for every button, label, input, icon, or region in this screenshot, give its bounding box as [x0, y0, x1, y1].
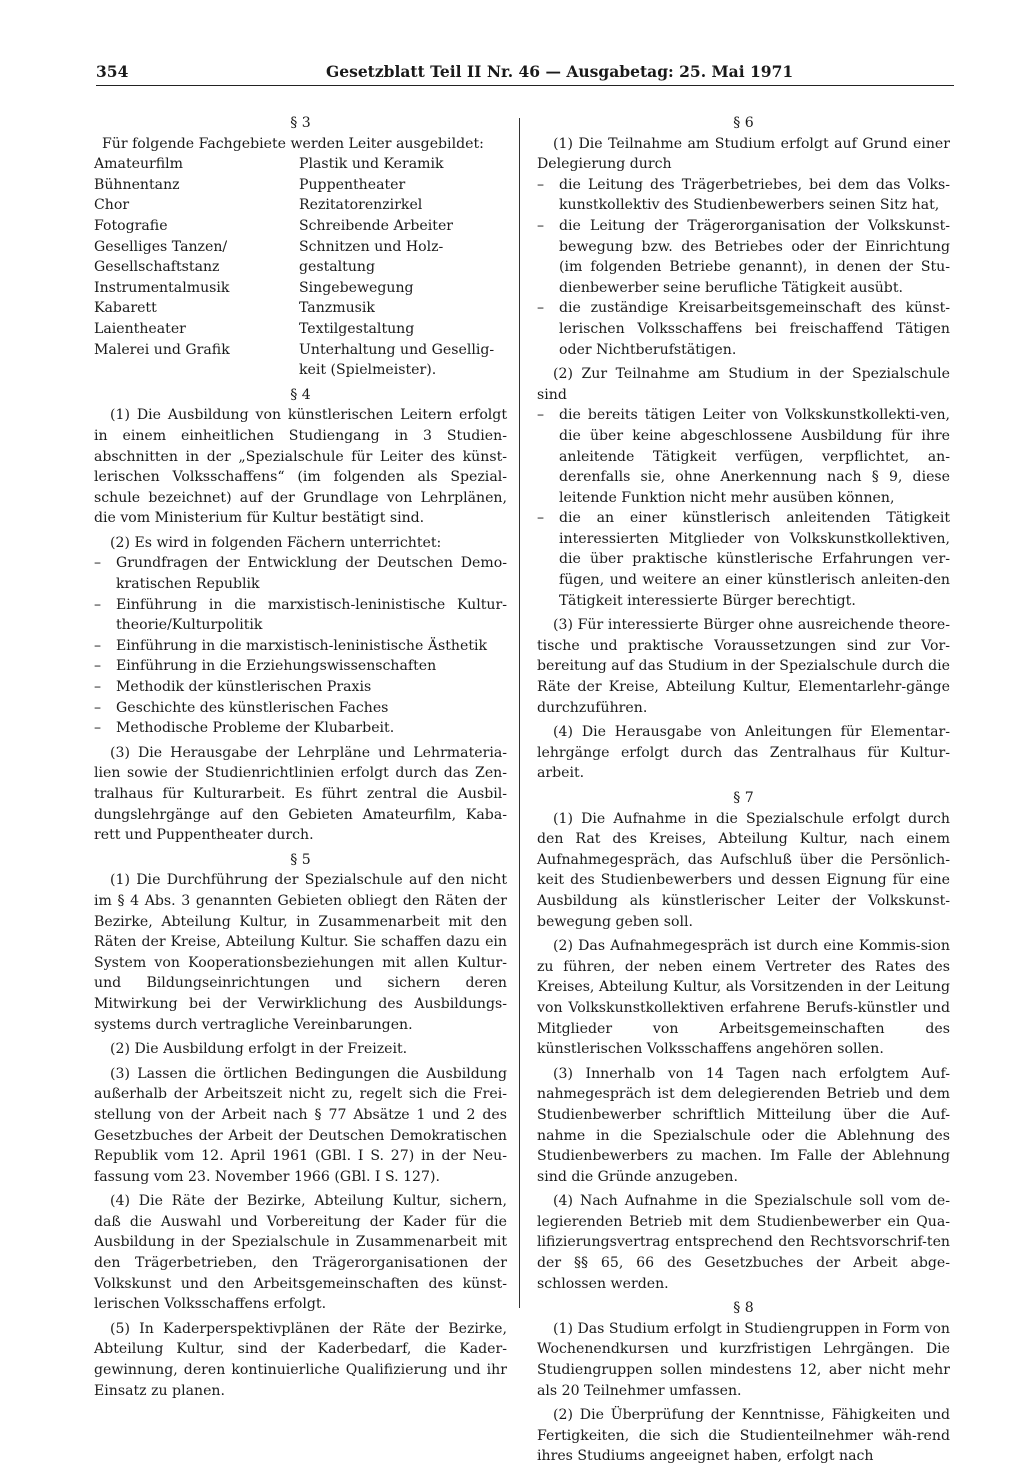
paragraph: (4) Nach Aufnahme in die Spezialschule soll vom de-legierenden Betrieb mit dem Studienbewerber ein Qua-lifizierungsvertrag entsprechend den Rechtsvorschrif-ten der §§ 65, 66 des Gesetzbuches der Arbeit abge-schlossen werden. [537, 1193, 950, 1292]
field-item: Tanzmusik [299, 300, 375, 317]
page-header [96, 62, 954, 84]
paragraph: (2) Die Überprüfung der Kenntnisse, Fähigkeiten und Fertigkeiten, die sich die Studienteilnehmer wäh-rend ihres Studiums angeeignet haben, erfolgt nach [537, 1407, 950, 1465]
list-item: – die Leitung des Trägerbetriebes, bei dem das Volks-kunstkollektiv des Studienbewerbers seinen Sitz hat, [537, 175, 950, 216]
section-heading-3: § 3 [290, 115, 311, 131]
field-item: Amateurfilm [94, 156, 184, 173]
paragraph: (1) Das Studium erfolgt in Studiengruppen in Form von Wochenendkursen und kurzfristigen Lehrgängen. Die Studiengruppen sollen mindestens 12, aber nicht mehr als 20 Teilnehmer umfassen. [537, 1320, 951, 1399]
section-heading-4: § 4 [290, 386, 311, 403]
paragraph: (5) In Kaderperspektivplänen der Räte der Bezirke, Abteilung Kultur, sind der Kaderbedarf, die Kader-gewinnung, deren kontinuierliche Qualifizierung und ihr Einsatz zu planen. [94, 1320, 507, 1399]
field-item: Textilgestaltung [299, 320, 415, 337]
list-item: – die Leitung der Trägerorganisation der Volkskunst-bewegung bzw. des Betriebes oder der Einrichtung (im folgenden Betriebe genannt), in denen der Stu-dienbewerber seine berufliche Tätigkeit ausübt. [537, 216, 950, 298]
list-item: – Methodik der künstlerischen Praxis [94, 677, 507, 698]
list-item: – Einführung in die Erziehungswissenschaften [94, 656, 507, 677]
header-rule [96, 85, 954, 86]
field-item: Kabarett [94, 300, 157, 317]
list-item: – die an einer künstlerisch anleitenden Tätigkeit interessierten Mitglieder von Volkskunstkollektiven, die über praktische künstlerische Erfahrungen ver-fügen, und weitere an einer künstlerisch anleiten-den Tätigkeit interessierte Bürger berechtigt. [537, 508, 950, 611]
column-divider [519, 118, 520, 1308]
field-item: Laientheater [94, 320, 186, 337]
paragraph: (1) Die Aufnahme in die Spezialschule erfolgt durch den Rat des Kreises, Abteilung Kultur, nach einem Aufnahmegespräch, das Aufschluß über die Persönlich-keit des Studienbewerbers und dessen Eignung für eine Ausbildung als künstlerischer Leiter der Volkskunst-bewegung geben soll. [537, 810, 950, 930]
list-item: – Grundfragen der Entwicklung der Deutschen Demo-kratischen Republik [94, 553, 507, 594]
paragraph: (2) Zur Teilnahme am Studium in der Spezialschule sind [537, 366, 950, 403]
paragraph: (2) Die Ausbildung erfolgt in der Freizeit. [110, 1041, 408, 1058]
right-column [537, 113, 950, 1471]
paragraph: (4) Die Herausgabe von Anleitungen für Elementar-lehrgänge erfolgt durch das Zentralhaus für Kultur-arbeit. [537, 724, 950, 782]
field-item: Geselliges Tanzen/ Gesellschaftstanz [94, 238, 228, 276]
field-item: Fotografie [94, 217, 168, 234]
fields-list-left [94, 154, 299, 381]
field-item: Schnitzen und Holz-gestaltung [299, 238, 444, 276]
list-item: – Einführung in die marxistisch-leninistische Ästhetik [94, 636, 507, 657]
paragraph: (3) Die Herausgabe der Lehrpläne und Lehrmateria-lien sowie der Studienrichtlinien erfolgt durch das Zen-tralhaus für Kulturarbeit. Es führt zentral die Ausbil-dungslehrgänge auf den Gebieten Amateurfilm, Kaba-rett und Puppentheater durch. [94, 744, 507, 844]
list-item: – die zuständige Kreisarbeitsgemeinschaft des künst-lerischen Volksschaffens bei freischaffend Tätigen oder Nichtberufstätigen. [537, 298, 950, 360]
paragraph: (2) Das Aufnahmegespräch ist durch eine Kommis-sion zu führen, der neben einem Vertreter des Rates des Kreises, Abteilung Kultur, als Vorsitzenden in der Leitung von Volkskunstkollektiven erfahrene Berufs-künstler und Mitglieder von Arbeitsgemeinschaften des künstlerischen Volksschaffens angehören sollen. [537, 938, 950, 1058]
fields-list [94, 154, 507, 381]
paragraph: (3) Innerhalb von 14 Tagen nach erfolgtem Auf-nahmegespräch ist dem delegierenden Betrieb und dem Studienbewerber schriftlich Mitteilung über die Auf-nahme in die Spezialschule oder die Ablehnung des Studienbewerbers zu machen. Im Falle der Ablehnung sind die Gründe anzugeben. [537, 1065, 950, 1185]
list-item: – Geschichte des künstlerischen Faches [94, 698, 507, 719]
participation-list [537, 405, 950, 611]
header-title: Gesetzblatt Teil II Nr. 46 — Ausgabetag: 25. Mai 1971 [326, 62, 794, 81]
paragraph: (3) Für interessierte Bürger ohne ausreichende theore-tische und praktische Voraussetzungen sind zur Vor-bereitung auf das Studium in der Spezialschule durch die Räte der Kreise, Abteilung Kultur, Elementarlehr-gänge durchzuführen. [537, 617, 950, 716]
paragraph: (1) Die Teilnahme am Studium erfolgt auf Grund einer Delegierung durch [537, 135, 950, 173]
fields-list-right [299, 154, 507, 381]
field-item: Unterhaltung und Gesellig-keit (Spielmeister). [299, 341, 495, 379]
field-item: Bühnentanz [94, 176, 180, 193]
section-heading-8: § 8 [733, 1300, 754, 1317]
field-item: Singebewegung [299, 279, 414, 296]
field-item: Malerei und Grafik [94, 341, 230, 358]
paragraph: (1) Die Durchführung der Spezialschule auf den nicht im § 4 Abs. 3 genannten Gebieten obliegt den Räten der Bezirke, Abteilung Kultur, in Zusammenarbeit mit den Räten der Kreise, Abteilung Kultur. Sie schaffen dazu ein System von Kooperationsbeziehungen mit allen Kultur- und Bildungseinrichtungen und sichern deren Mitwirkung bei der Verwirklichung des Ausbildungs-systems durch vertragliche Vereinbarungen. [94, 872, 507, 1033]
section-heading-7: § 7 [733, 790, 754, 806]
field-item: Instrumentalmusik [94, 279, 230, 296]
paragraph: (1) Die Ausbildung von künstlerischen Leitern erfolgt in einem einheitlichen Studiengang in 3 Studien-abschnitten in der „Spezialschule für Leiter des künst-lerischen Volksschaffens“ (im folgenden als Spezial-schule bezeichnet) auf der Grundlage von Lehrplänen, die vom Ministerium für Kultur bestätigt sind. [94, 407, 507, 527]
left-column [94, 113, 507, 1405]
page-number: 354 [96, 62, 129, 81]
paragraph: (4) Die Räte der Bezirke, Abteilung Kultur, sichern, daß die Auswahl und Vorbereitung der Kader für die Ausbildung in der Spezialschule in Zusammenarbeit mit den Trägerbetrieben, den Trägerorganisationen der Volkskunst und den Arbeitsgemeinschaften des künst-lerischen Volksschaffens erfolgt. [94, 1193, 507, 1313]
list-item: – Methodische Probleme der Klubarbeit. [94, 718, 507, 739]
delegation-list [537, 175, 950, 360]
field-item: Puppentheater [299, 176, 406, 193]
section-heading-5: § 5 [290, 851, 311, 868]
paragraph: (2) Es wird in folgenden Fächern unterrichtet: [110, 534, 442, 551]
list-item: – die bereits tätigen Leiter von Volkskunstkollekti-ven, die über keine abgeschlossene Ausbildung für ihre anleitende Tätigkeit verfügen, verpflichtet, an-derenfalls sie, ohne Anerkennung nach § 9, diese leitende Funktion nicht mehr ausüben können, [537, 405, 950, 508]
section-3-intro: Für folgende Fachgebiete werden Leiter ausgebildet: [102, 135, 484, 152]
paragraph: (3) Lassen die örtlichen Bedingungen die Ausbildung außerhalb der Arbeitszeit nicht zu, regelt sich die Frei-stellung von der Arbeit nach § 77 Absätze 1 und 2 des Gesetzbuches der Arbeit der Deutschen Demokratischen Republik vom 12. April 1961 (GBl. I S. 27) in der Neu-fassung vom 23. November 1966 (GBl. I S. 127). [94, 1065, 507, 1185]
section-heading-6: § 6 [733, 115, 754, 131]
list-item: – Einführung in die marxistisch-leninistische Kultur-theorie/Kulturpolitik [94, 595, 507, 636]
field-item: Chor [94, 197, 130, 214]
field-item: Plastik und Keramik [299, 156, 444, 173]
field-item: Schreibende Arbeiter [299, 217, 454, 234]
field-item: Rezitatorenzirkel [299, 197, 423, 214]
subject-list [94, 553, 507, 738]
